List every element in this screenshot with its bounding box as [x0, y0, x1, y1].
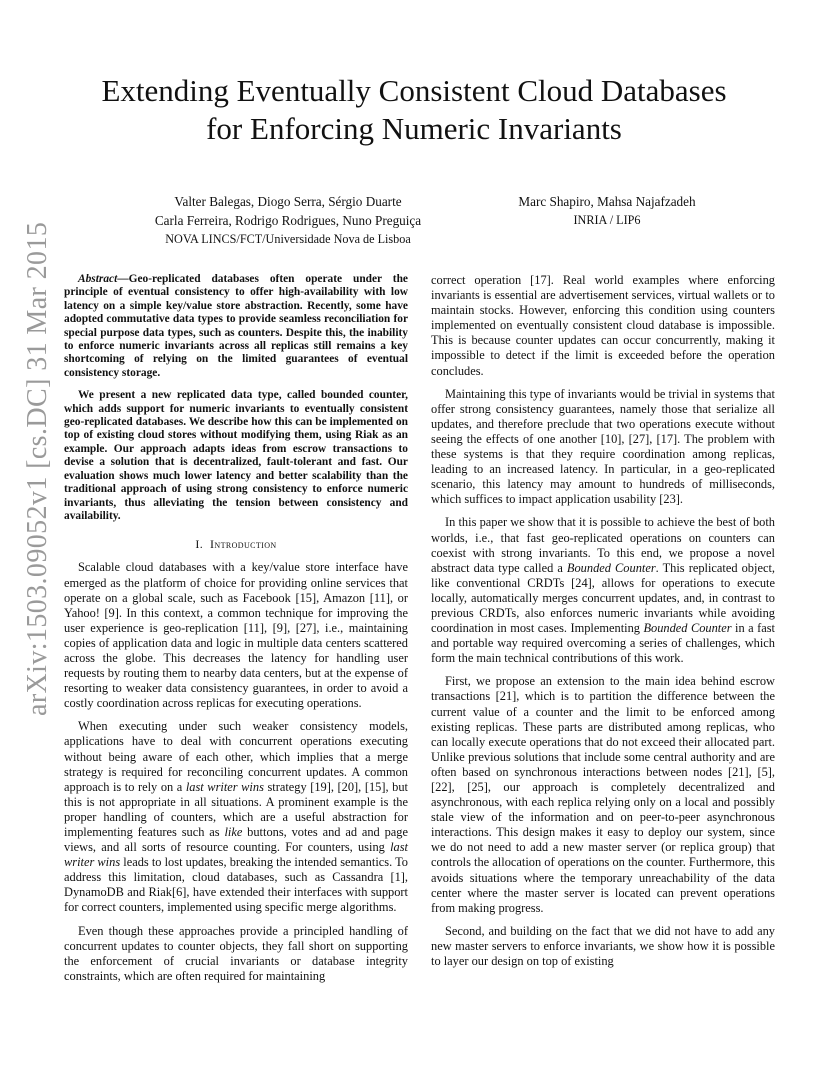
author-names-right: Marc Shapiro, Mahsa Najafzadeh [518, 194, 696, 209]
emphasis-bounded-counter: Bounded Counter [566, 560, 656, 575]
title-line-1: Extending Eventually Consistent Cloud Databases [101, 73, 727, 108]
arxiv-identifier-stamp: arXiv:1503.09052v1 [cs.DC] 31 Mar 2015 [22, 221, 53, 716]
author-names-line-1: Valter Balegas, Diogo Serra, Sérgio Duarte [174, 194, 402, 209]
right-column [431, 273, 775, 977]
intro-paragraph-2: When executing under such weaker consistency models, applications have to deal with concurrent operations executing without being aware of each other, which implies that a merge strategy is required for reconciling concurrent updates. A common approach is to rely on a last writer wins strategy [19], [20], [15], but this is not appropriate in all situations. A prominent example is the proper handling of counters, which are a useful abstraction for implementing features such as like buttons, votes and ad and page views, and all sorts of resource counting. For counters, using last writer wins leads to lost updates, breaking the intended semantics. To address this limitation, cloud databases, such as Cassandra [1], DynamoDB and Riak[6], have extended their interfaces with support for correct counters, implemented using specific merge algorithms. [64, 719, 408, 915]
emphasis-bounded-counter-2: Bounded Counter [643, 621, 732, 636]
author-block-right [487, 192, 727, 230]
emphasis-like: like [224, 825, 243, 839]
author-names-line-2: Carla Ferreira, Rodrigo Rodrigues, Nuno Preguiça [154, 213, 422, 228]
left-column [64, 273, 408, 992]
right-paragraph-1: correct operation [17]. Real world examples where enforcing invariants is essential are advertisement services, virtual wallets or to maintain stocks. However, enforcing this condition using counters implemented on eventually consistent cloud database is impossible. This is because counter updates can occur concurrently, making it impossible to detect if the limit is exceeded before the operation concludes. [431, 273, 775, 378]
paper-title [40, 72, 788, 148]
right-paragraph-2: Maintaining this type of invariants would be trivial in systems that offer strong consistency guarantees, namely those that serialize all updates, and therefore preclude that two operations execute without seeing the effects of one another [10], [27], [17]. The problem with these systems is that they require coordination among replicas, leading to an increased latency. In particular, in a geo-replicated scenario, this latency may amount to hundreds of milliseconds, which suffices to impact application usability [23]. [431, 386, 775, 507]
emphasis-last-writer-wins-2: last writer wins [64, 840, 408, 870]
right-paragraph-3: In this paper we show that it is possible to achieve the best of both worlds, i.e., that fast geo-replicated operations on counters can coexist with strong invariants. To this end, we propose a novel abstract data type called a Bounded Counter. This replicated object, like conventional CRDTs [24], allows for operations to execute locally, automatically merges concurrent updates, and, in contrast to previous CRDTs, also enforces numeric invariants while avoiding coordination in most cases. Implementing Bounded Counter in a fast and portable way required overcoming a series of challenges, which form the main technical contributions of this work. [431, 515, 775, 666]
abstract-paragraph-2: We present a new replicated data type, called bounded counter, which adds support for numeric invariants to eventually consistent geo-replicated databases. We describe how this can be implemented on top of existing cloud stores without modifying them, using Riak as an example. Our approach adapts ideas from escrow transactions to devise a solution that is decentralized, fault-tolerant and fast. Our evaluation shows much lower latency and better scalability than the traditional approach of using strong consistency to enforce numeric invariants, thus alleviating the tension between consistency and availability. [64, 389, 408, 522]
intro-paragraph-3: Even though these approaches provide a principled handling of concurrent updates to counter objects, they fall short on supporting the enforcement of crucial invariants or database integrity constraints, which are often required for maintaining [64, 923, 408, 983]
abstract-text-1: —Geo-replicated databases often operate under the principle of eventual consistency to offer high-availability with low latency on a simple key/value store abstraction. Recently, some have adopted commutative data types to provide seamless reconciliation for special purpose data types, such as counters. Despite this, the inability to enforce numeric invariants across all replicas still remains a key shortcoming of relying on the limited guarantees of eventual consistency storage. [64, 273, 408, 379]
abstract-paragraph-1 [64, 273, 408, 380]
abstract-label: Abstract [78, 273, 118, 285]
section-number: I. [195, 537, 204, 552]
intro-paragraph-1: Scalable cloud databases with a key/value store interface have emerged as the platform of choice for providing online services that operate on a global scale, such as Facebook [15], Amazon [11], or Yahoo! [9]. In this context, a common technique for improving the user experience is geo-replication [11], [9], [27], i.e., maintaining copies of application data and logic in multiple data centers scattered across the globe. This decreases the latency for handling user requests by routing them to nearby data centers, but at the expense of resorting to weaker data consistency guarantees, in order to avoid a costly coordination across replicas for executing operations. [64, 560, 408, 711]
right-paragraph-4: First, we propose an extension to the main idea behind escrow transactions [21], which is to partition the difference between the current value of a counter and the limit to be enforced among existing replicas. These parts are distributed among replicas, who can locally execute operations that do not exceed their allocated part. Unlike previous solutions that include some central authority and are often based on synchronous interactions between nodes [21], [5], [22], [25], our approach is completely decentralized and asynchronous, with each replica relying only on a local and possibly stale view of the information and on peer-to-peer asynchronous interactions. This design makes it easy to deploy our system, since we do not need to add a new master server (or replica group) that controls the allocation of operations on the counter. Furthermore, this avoids situations where the temporary unreachability of the data center where the master server is located can prevent operations from making progress. [431, 674, 775, 915]
author-affiliation-left: NOVA LINCS/FCT/Universidade Nova de Lisboa [165, 232, 411, 246]
title-line-2: for Enforcing Numeric Invariants [206, 111, 622, 146]
section-title: Introduction [210, 537, 277, 552]
author-affiliation-right: INRIA / LIP6 [573, 213, 641, 227]
author-block-left [108, 192, 468, 249]
emphasis-last-writer-wins: last writer wins [185, 779, 264, 794]
section-heading-introduction [64, 537, 408, 552]
right-paragraph-5: Second, and building on the fact that we did not have to add any new master servers to enforce invariants, we show how it is possible to layer our design on top of existing [431, 923, 775, 969]
